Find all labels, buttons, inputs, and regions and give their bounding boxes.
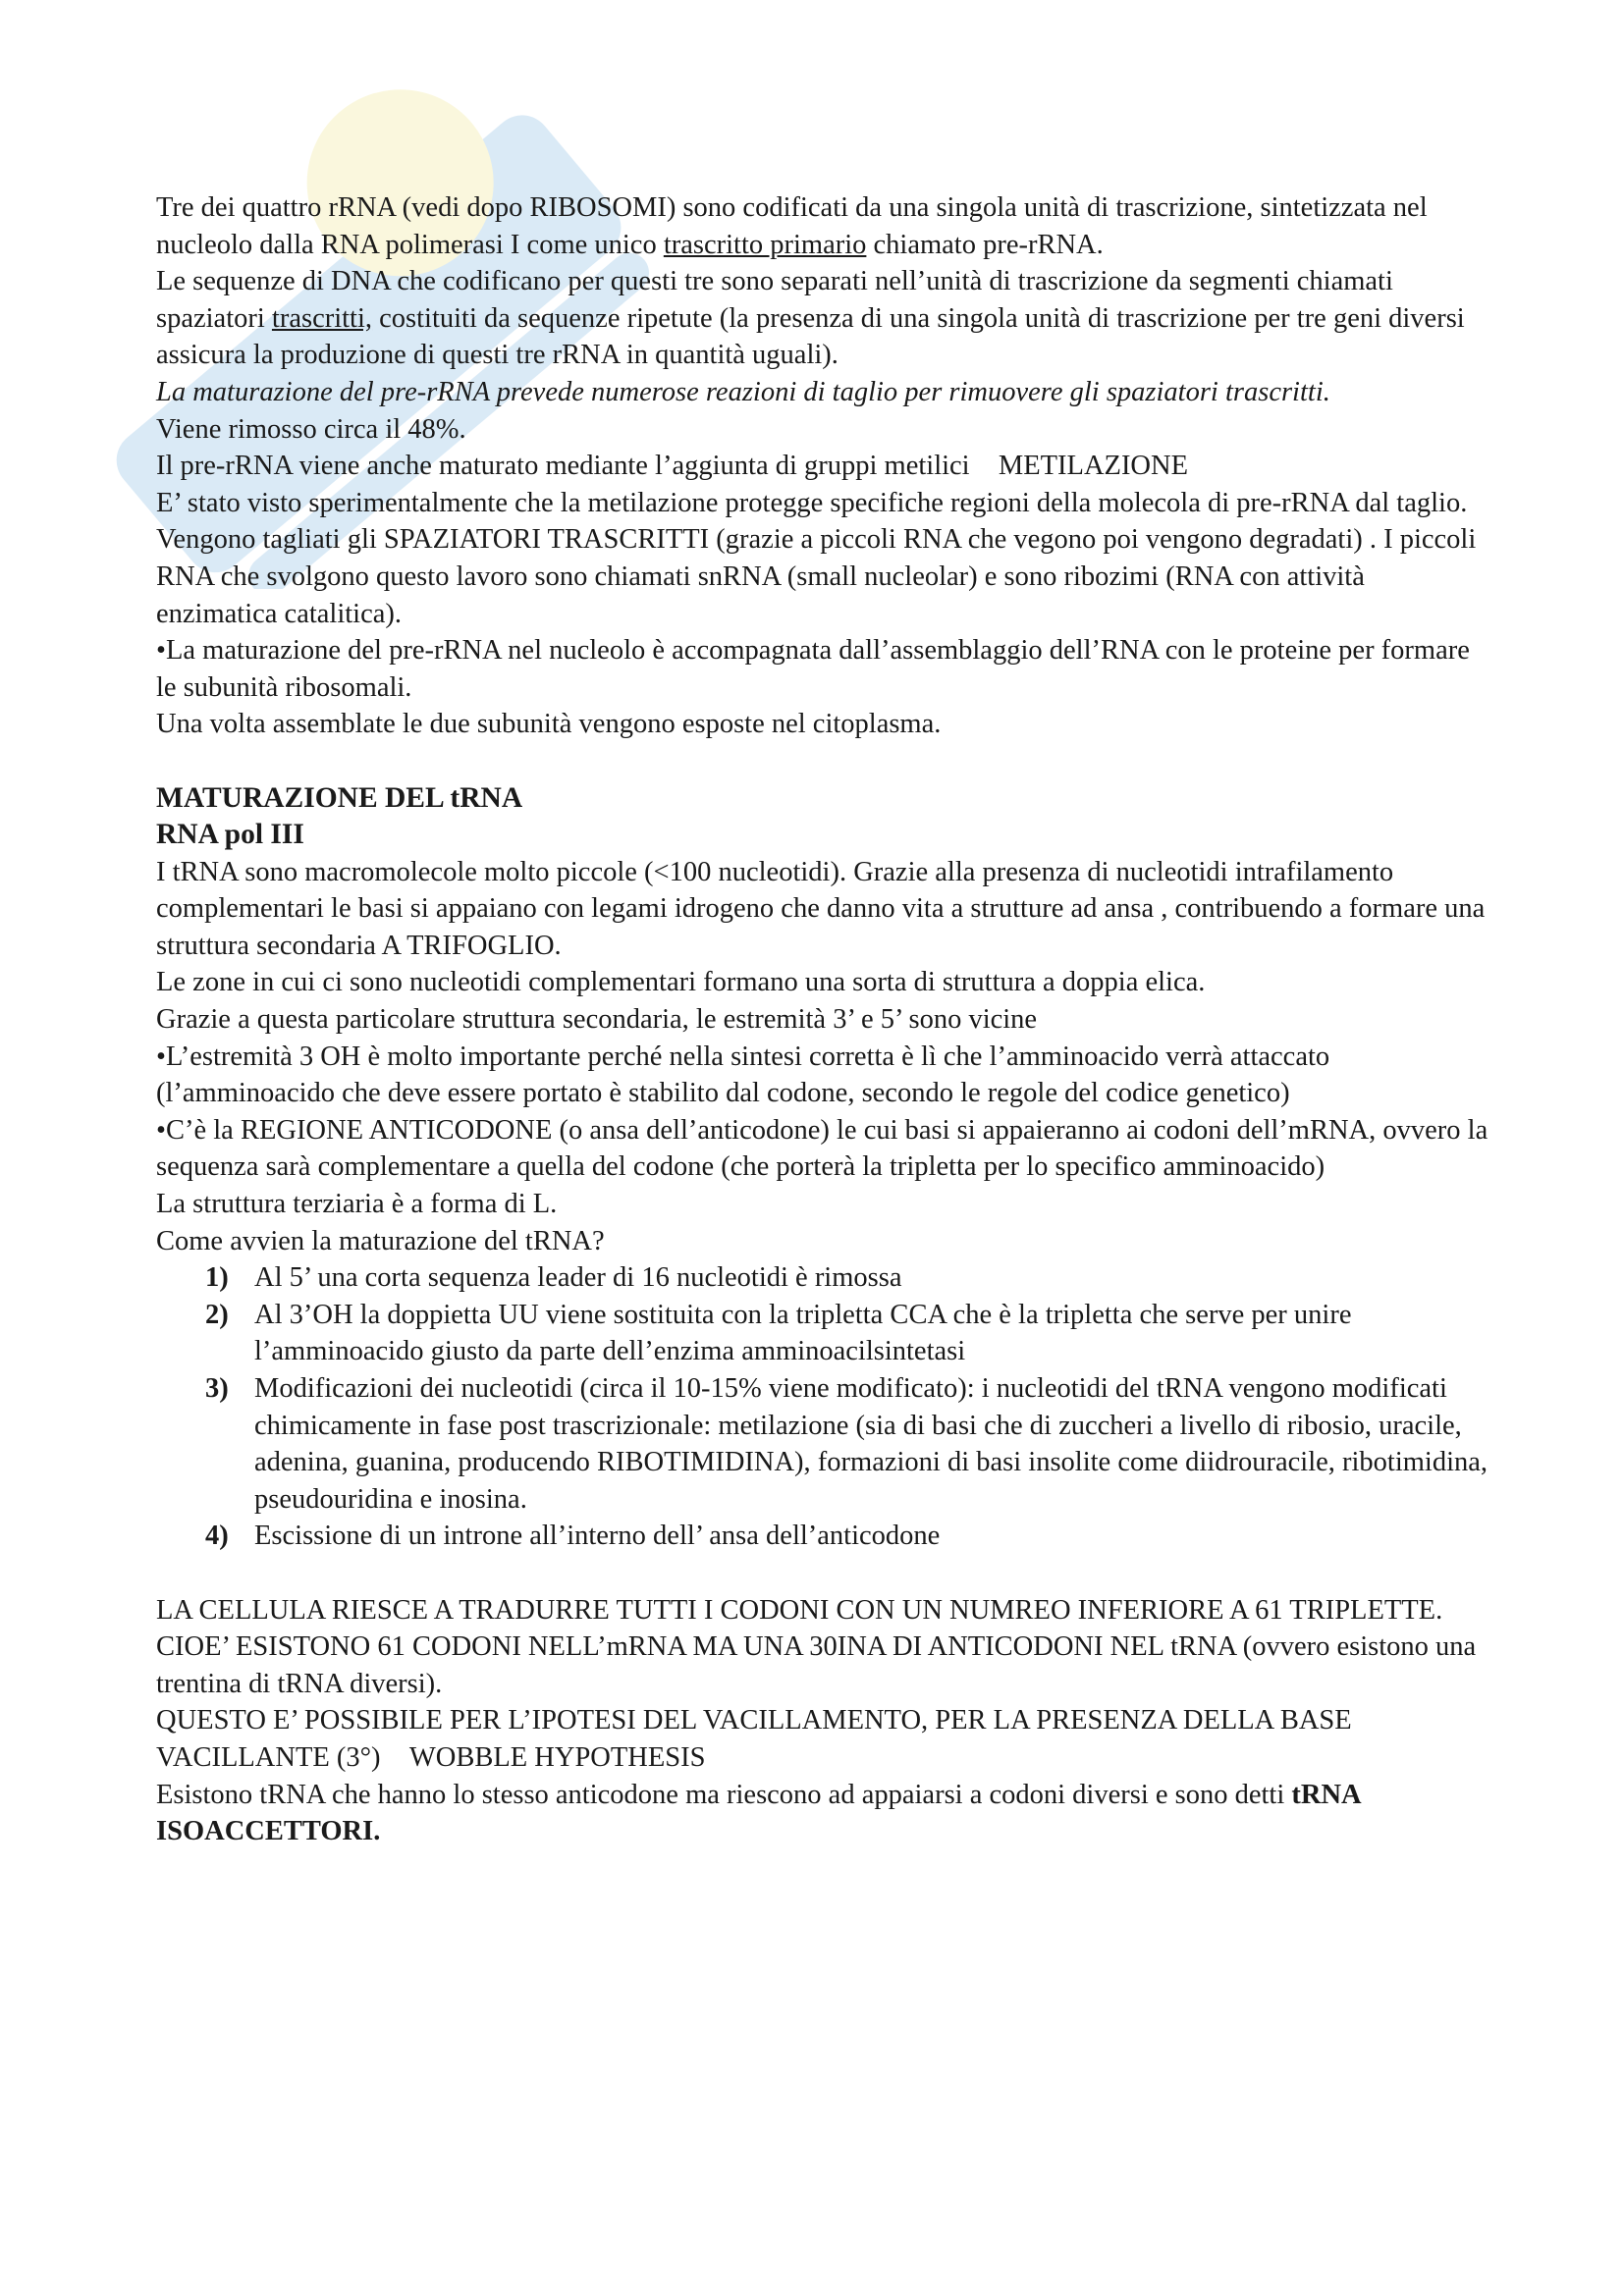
- section-subheading: RNA pol III: [156, 819, 304, 851]
- maturation-steps-list: [156, 1259, 1491, 1555]
- paragraph-experiment: E’ stato visto sperimentalmente che la metilazione protegge specifiche regioni della molecola di pre-rRNA dal taglio.: [156, 487, 1468, 518]
- paragraph-question: Come avvien la maturazione del tRNA?: [156, 1225, 605, 1256]
- list-item: 4) Escissione di un introne all’interno dell’ ansa dell’anticodone: [156, 1518, 1491, 1555]
- paragraph-snrna: Vengono tagliati gli SPAZIATORI TRASCRITTI (grazie a piccoli RNA che vegono poi vengono degradati) . I piccoli RNA che svolgono questo lavoro sono chiamati snRNA (small nucleolar) e sono ribozimi (RNA con attività enzimatica catalitica).: [156, 524, 1477, 629]
- spacer: [156, 1555, 1491, 1592]
- paragraph-tertiary: La struttura terziaria è a forma di L.: [156, 1189, 558, 1220]
- paragraph-cytoplasm: Una volta assemblate le due subunità vengono esposte nel citoplasma.: [156, 709, 942, 740]
- list-item: 1) Al 5’ una corta sequenza leader di 16 nucleotidi è rimossa: [156, 1259, 1491, 1297]
- paragraph-removed: Viene rimosso circa il 48%.: [156, 413, 466, 445]
- list-number: 1): [205, 1262, 229, 1294]
- paragraph-wobble: QUESTO E’ POSSIBILE PER L’IPOTESI DEL VACILLAMENTO, PER LA PRESENZA DELLA BASE VACILLANTE (3°) WOBBLE HYPOTHESIS: [156, 1705, 1352, 1773]
- paragraph-ends: Grazie a questa particolare struttura secondaria, le estremità 3’ e 5’ sono vicine: [156, 1004, 1038, 1036]
- paragraph-isoacceptors: Esistono tRNA che hanno lo stesso anticodone ma riescono ad appaiarsi a codoni diversi e sono detti tRNA ISOACCETTORI.: [156, 1779, 1361, 1847]
- section-heading: MATURAZIONE DEL tRNA: [156, 781, 523, 814]
- paragraph-maturation-italic: La maturazione del pre-rRNA prevede numerose reazioni di taglio per rimuovere gli spaziatori trascritti.: [156, 376, 1330, 407]
- list-item: 3) Modificazioni dei nucleotidi (circa il 10-15% viene modificato): i nucleotidi del tRNA vengono modificati chimicamente in fase post trascrizionale: metilazione (sia di basi che di zuccheri a livello di ribosio, uracile, adenina, guanina, producendo RIBOTIMIDINA), formazioni di basi insolite come diidrouracile, ribotimidina, pseudouridina e inosina.: [156, 1370, 1491, 1518]
- paragraph-double-helix: Le zone in cui ci sono nucleotidi complementari formano una sorta di struttura a doppia elica.: [156, 967, 1206, 998]
- paragraph-anticodon: •C’è la REGIONE ANTICODONE (o ansa dell’anticodone) le cui basi si appaieranno ai codoni dell’mRNA, ovvero la sequenza sarà complementare a quella del codone (che porterà la tripletta per lo specifico amminoacido): [156, 1114, 1488, 1183]
- spacer: [156, 743, 1491, 780]
- paragraph-rrna-intro: Tre dei quattro rRNA (vedi dopo RIBOSOMI) sono codificati da una singola unità di trascrizione, sintetizzata nel nucleolo dalla RNA polimerasi I come unico trascritto primario chiamato pre-rRNA.: [156, 192, 1428, 260]
- list-item: 2) Al 3’OH la doppietta UU viene sostituita con la tripletta CCA che è la tripletta che serve per unire l’amminoacido giusto da parte dell’enzima amminoacilsintetasi: [156, 1297, 1491, 1370]
- paragraph-assembly: •La maturazione del pre-rRNA nel nucleolo è accompagnata dall’assemblaggio dell’RNA con le proteine per formare le subunità ribosomali.: [156, 635, 1470, 703]
- paragraph-codons-caps: LA CELLULA RIESCE A TRADURRE TUTTI I CODONI CON UN NUMREO INFERIORE A 61 TRIPLETTE. CIOE’ ESISTONO 61 CODONI NELL’mRNA MA UNA 30INA DI ANTICODONI NEL tRNA (ovvero esistono una trentina di tRNA diversi).: [156, 1594, 1477, 1699]
- bold-term: tRNA ISOACCETTORI.: [156, 1779, 1361, 1847]
- paragraph-3oh: •L’estremità 3 OH è molto importante perché nella sintesi corretta è lì che l’amminoacido verrà attaccato (l’amminoacido che deve essere portato è stabilito dal codone, secondo le regole del codice genetico): [156, 1041, 1330, 1109]
- paragraph-trna-intro: I tRNA sono macromolecole molto piccole (<100 nucleotidi). Grazie alla presenza di nucleotidi intrafilamento complementari le basi si appaiano con legami idrogeno che danno vita a strutture ad ansa , contribuendo a formare una struttura secondaria A TRIFOGLIO.: [156, 856, 1486, 961]
- paragraph-spacers: Le sequenze di DNA che codificano per questi tre sono separati nell’unità di trascrizione da segmenti chiamati spaziatori trascritti, costituiti da sequenze ripetute (la presenza di una singola unità di trascrizione per tre geni diversi assicura la produzione di questi tre rRNA in quantità uguali).: [156, 266, 1465, 371]
- underlined-term: trascritto primario: [663, 229, 867, 260]
- paragraph-methylation: Il pre-rRNA viene anche maturato mediante l’aggiunta di gruppi metilici METILAZIONE: [156, 451, 1166, 482]
- underlined-term: trascritti,: [271, 302, 373, 334]
- list-number: 4): [205, 1521, 229, 1552]
- list-number: 2): [205, 1299, 229, 1330]
- list-number: 3): [205, 1373, 229, 1404]
- document-page: [156, 189, 1491, 1850]
